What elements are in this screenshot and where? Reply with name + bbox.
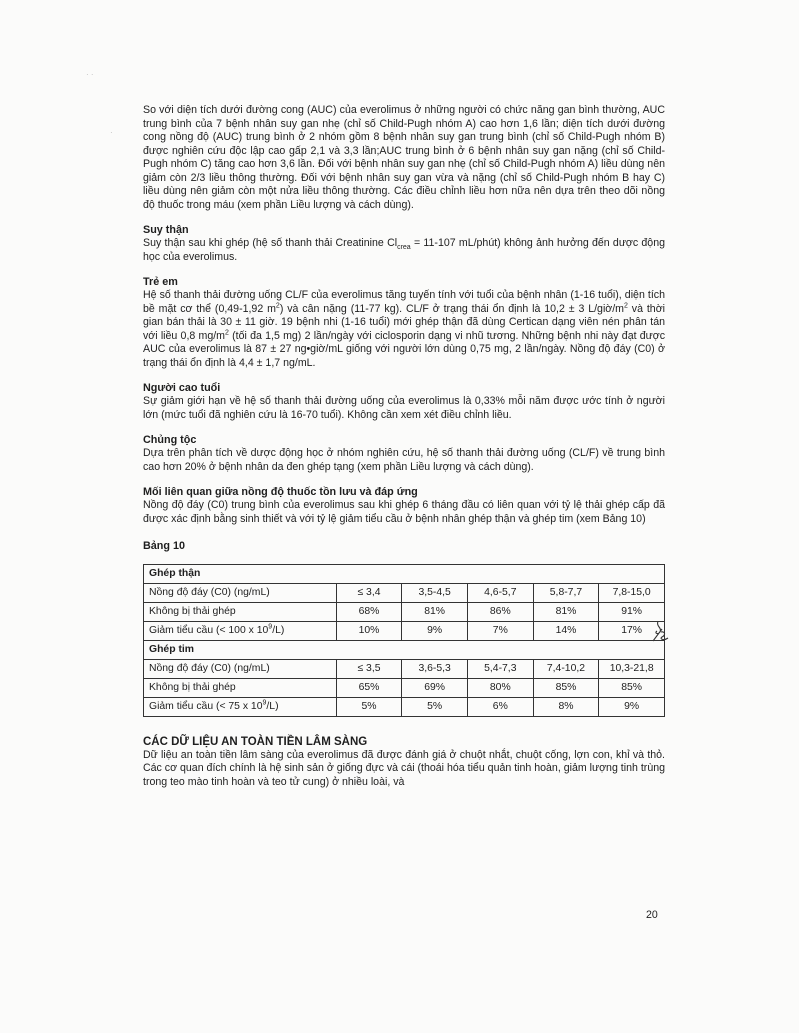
heading-preclinical: CÁC DỮ LIỆU AN TOÀN TIỀN LÂM SÀNG <box>143 735 368 748</box>
table-section-row <box>144 640 665 659</box>
table-cell: 5,4-7,3 <box>467 659 533 678</box>
table-cell: 3,6-5,3 <box>402 659 468 678</box>
paragraph-concentration-response: Nồng độ đáy (C0) trung bình của everolimus sau khi ghép 6 tháng đầu có liên quan với tỷ lệ thải ghép cấp đã được xác định bằng sinh thiết và với tỷ lệ giảm tiểu cầu ở bệnh nhân ghép thận và ghép tim (xem Bảng 10) <box>143 499 665 525</box>
table-cell: 81% <box>533 602 599 621</box>
table-cell: 5,8-7,7 <box>533 583 599 602</box>
row-label: Không bị thải ghép <box>144 678 337 697</box>
table-row <box>144 583 665 602</box>
table-cell: ≤ 3,4 <box>336 583 402 602</box>
heading-elderly: Người cao tuổi <box>143 382 221 394</box>
row-label: Giảm tiểu cầu (< 100 x $10^9/L$) <box>144 621 337 640</box>
table-cell: 10% <box>336 621 402 640</box>
table-10 <box>143 564 665 717</box>
table-row <box>144 659 665 678</box>
table-cell: 80% <box>467 678 533 697</box>
scan-speck: · · <box>86 70 94 79</box>
paragraph-children: Hệ số thanh thải đường uống CL/F của everolimus tăng tuyến tính với tuổi của bệnh nhân (1-16 tuổi), diện tích bề mặt cơ thể (0,49-1,92 $m^2$) và cân nặng (11-77 kg). CL/F ở trạng thái ổn định là 10,2 ± 3 $L/giờ/m^2$ và thời gian bán thải là 30 ± 11 giờ. 19 bệnh nhi (1-16 tuổi) mới ghép thận đã dùng Certican dạng viên nén phân tán với liều 0,8 $mg/m^2$ (tối đa 1,5 mg) 2 lần/ngày với ciclosporin dạng vi nhũ tương. Những bệnh nhi này đạt được AUC của everolimus là 87 ± 27 ng•giờ/mL giống với người lớn dùng 0,75 mg, 2 lần/ngày. Nồng độ đáy (C0) ở trạng thái ổn định là 4,4 ± 1,7 ng/mL. <box>143 289 665 369</box>
table-cell: 5% <box>402 697 468 716</box>
paragraph-renal: Suy thận sau khi ghép (hệ số thanh thải Creatinine $Cl_{crea} = 11-107$ mL/phút) không ảnh hưởng đến dược động học của everolimus. <box>143 237 665 263</box>
table-title: Bảng 10 <box>143 540 186 552</box>
table-cell: 10,3-21,8 <box>599 659 665 678</box>
table-row <box>144 697 665 716</box>
table-cell: 7,8-15,0 <box>599 583 665 602</box>
table-cell: 4,6-5,7 <box>467 583 533 602</box>
section-heart-title: Ghép tim <box>144 640 665 659</box>
page-content <box>143 104 665 800</box>
table-cell: 7,4-10,2 <box>533 659 599 678</box>
table-row <box>144 602 665 621</box>
row-label: Nồng độ đáy (C0) (ng/mL) <box>144 583 337 602</box>
table-section-row <box>144 564 665 583</box>
table-cell: 3,5-4,5 <box>402 583 468 602</box>
table-cell: 7% <box>467 621 533 640</box>
table-cell: 69% <box>402 678 468 697</box>
table-cell: 6% <box>467 697 533 716</box>
paragraph-race: Dựa trên phân tích về dược động học ở nhóm nghiên cứu, hệ số thanh thải đường uống (CL/F) về trung bình cao hơn 20% ở bệnh nhân da đen ghép tạng (xem phần Liều lượng và cách dùng). <box>143 447 665 473</box>
table-cell: 9% <box>599 697 665 716</box>
table-cell: 91% <box>599 602 665 621</box>
paragraph-elderly: Sự giảm giới hạn về hệ số thanh thải đường uống của everolimus là 0,33% mỗi năm được ước tính ở người lớn (mức tuổi đã nghiên cứu là 16-70 tuổi). Không cần xem xét điều chỉnh liều. <box>143 395 665 421</box>
table-cell: 17% <box>599 621 665 640</box>
table-cell: 85% <box>599 678 665 697</box>
table-cell: 8% <box>533 697 599 716</box>
table-cell: ≤ 3,5 <box>336 659 402 678</box>
table-cell: 85% <box>533 678 599 697</box>
paragraph-preclinical: Dữ liệu an toàn tiền lâm sàng của everolimus đã được đánh giá ở chuột nhắt, chuột cống, lợn con, khỉ và thỏ. Các cơ quan đích chính là hệ sinh sản ở giống đực và cái (thoái hóa tiểu quản tinh hoàn, giảm lượng tinh trùng trong teo mào tinh hoàn và teo tử cung) ở nhiều loài, và <box>143 748 665 788</box>
heading-concentration-response: Mối liên quan giữa nồng độ thuốc tồn lưu và đáp ứng <box>143 486 418 498</box>
row-label: Không bị thải ghép <box>144 602 337 621</box>
table-cell: 65% <box>336 678 402 697</box>
table-row <box>144 621 665 640</box>
row-label: Nồng độ đáy (C0) (ng/mL) <box>144 659 337 678</box>
table-cell: 68% <box>336 602 402 621</box>
page-number: 20 <box>646 909 658 921</box>
paragraph-hepatic-auc: So với diện tích dưới đường cong (AUC) của everolimus ở những người có chức năng gan bình thường, AUC trung bình của 7 bệnh nhân suy gan nhẹ (chỉ số Child-Pugh nhóm A) cao hơn 1,6 lần; diện tích dưới đường cong nồng độ (AUC) trung bình ở 2 nhóm gồm 8 bệnh nhân suy gan trung bình (chỉ số Child-Pugh nhóm B) được nghiên cứu độc lập cao gấp 2,1 và 3,3 lần;AUC trung bình ở 6 bệnh nhân suy gan nặng (chỉ số Child-Pugh nhóm C) tăng cao hơn 3,6 lần. Đối với bệnh nhân suy gan nhẹ (chỉ số Child-Pugh nhóm A) liều dùng nên giảm còn 2/3 liều thông thường. Đối với bệnh nhân suy gan vừa và nặng (chỉ số Child-Pugh nhóm B hay C) liều dùng nên giảm còn một nửa liều thông thường. Các điều chỉnh liều hơn nữa nên dựa trên theo dõi nồng độ thuốc trong máu (xem phần Liều lượng và cách dùng). <box>143 104 665 211</box>
heading-children: Trẻ em <box>143 276 178 288</box>
table-cell: 5% <box>336 697 402 716</box>
section-kidney-title: Ghép thận <box>144 564 665 583</box>
table-cell: 14% <box>533 621 599 640</box>
table-cell: 86% <box>467 602 533 621</box>
table-cell: 9% <box>402 621 468 640</box>
heading-race: Chủng tộc <box>143 434 197 446</box>
table-row <box>144 678 665 697</box>
row-label: Giảm tiểu cầu (< 75 x $10^9/L$) <box>144 697 337 716</box>
table-cell: 81% <box>402 602 468 621</box>
handwritten-initials <box>650 619 672 643</box>
scan-speck: · <box>110 128 113 137</box>
heading-renal: Suy thận <box>143 224 189 236</box>
